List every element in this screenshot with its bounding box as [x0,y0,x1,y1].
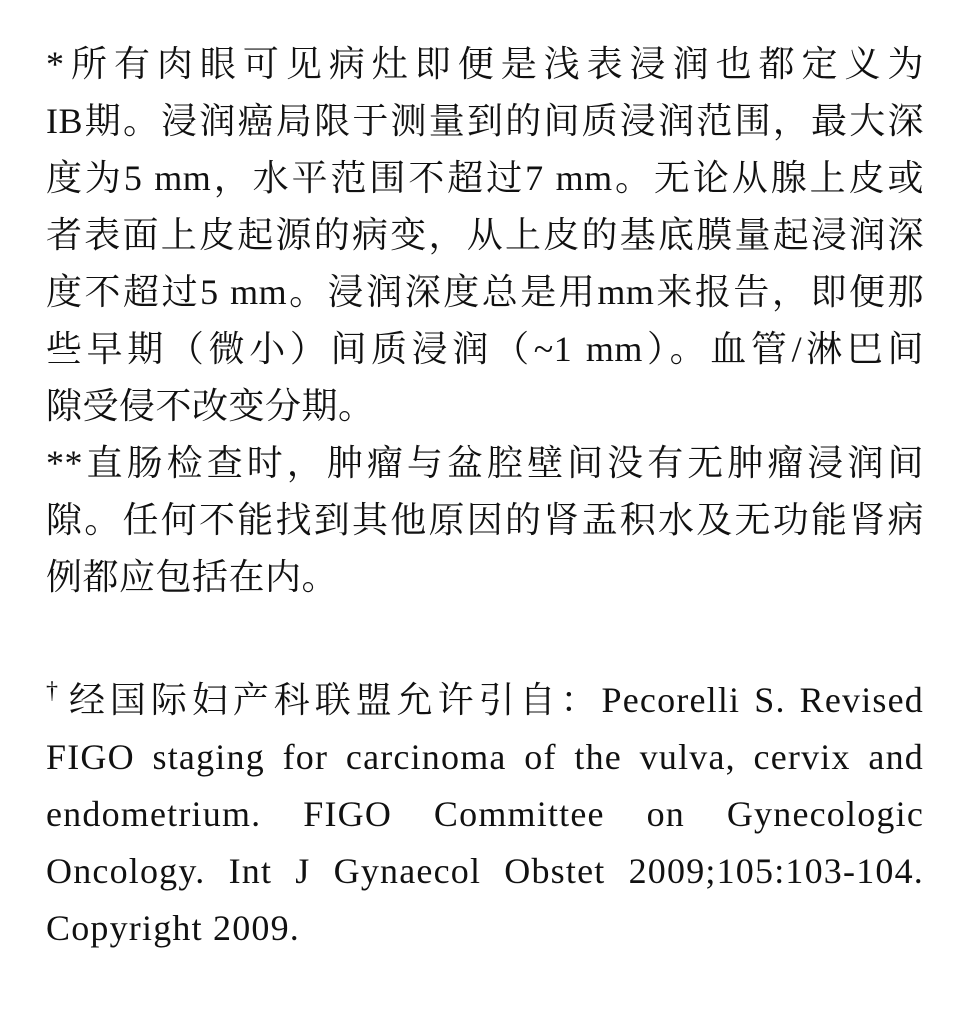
footnote-single-asterisk [46,36,924,435]
footnote-line: 度为5 mm，水平范围不超过7 mm。无论从腺上皮或 [46,158,924,198]
footnote-line: 隙受侵不改变分期。 [46,386,375,426]
footnote-line: 例都应包括在内。 [46,557,339,597]
document-page [46,36,924,957]
footnote-line: IB期。浸润癌局限于测量到的间质浸润范围，最大深 [46,101,924,141]
dagger-marker: † [46,678,63,704]
reference-line: Oncology. Int J Gynaecol Obstet 2009;105:103-104. [46,851,924,891]
reference-line: endometrium. FIGO Committee on Gynecologic [46,794,924,834]
footnote-line: **直肠检查时，肿瘤与盆腔壁间没有无肿瘤浸润间 [46,443,924,483]
reference-line [46,663,924,729]
footnote-double-asterisk [46,435,924,606]
reference-line-text: 经国际妇产科联盟允许引自：Pecorelli S. Revised [68,680,924,720]
reference-line: FIGO staging for carcinoma of the vulva, cervix and [46,737,924,777]
footnote-line: 者表面上皮起源的病变，从上皮的基底膜量起浸润深 [46,215,924,255]
paragraph-spacer [46,606,924,663]
footnote-line: 度不超过5 mm。浸润深度总是用mm来报告，即便那 [46,272,924,312]
footnote-line: 些早期（微小）间质浸润（~1 mm）。血管/淋巴间 [46,329,924,369]
footnote-line: 隙。任何不能找到其他原因的肾盂积水及无功能肾病 [46,500,924,540]
reference-line: Copyright 2009. [46,908,301,948]
reference-citation [46,663,924,957]
footnote-line: *所有肉眼可见病灶即便是浅表浸润也都定义为 [46,44,924,84]
